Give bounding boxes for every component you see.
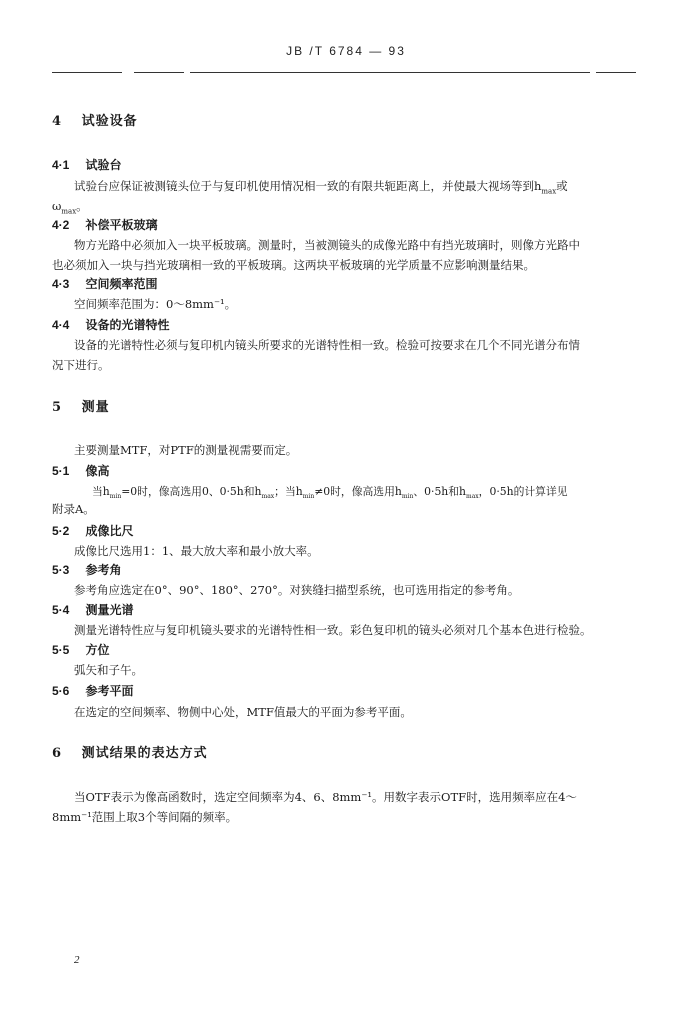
subsection-number: 4·1 [52, 158, 70, 172]
page-number: 2 [74, 954, 80, 966]
header-rule [52, 72, 640, 74]
subsection-title: 参考平面 [85, 684, 134, 698]
subsection-number: 5·2 [52, 524, 70, 538]
paragraph-line: 在选定的空间频率、物侧中心处，MTF值最大的平面为参考平面。 [74, 705, 412, 719]
subsection-5-6-heading [52, 684, 134, 699]
paragraph-line [52, 199, 88, 219]
paragraph-line: 物方光路中必须加入一块平板玻璃。测量时，当被测镜头的成像光路中有挡光玻璃时，则像方光路中 [74, 238, 580, 252]
paragraph-line: 当OTF表示为像高函数时，选定空间频率为4、6、8mm⁻¹。用数字表示OTF时，选用频率应在4～ [74, 790, 577, 804]
subsection-title: 测量光谱 [85, 603, 134, 617]
text: 、0·5h和h [413, 485, 467, 498]
paragraph-line: 附录A。 [52, 502, 95, 516]
subscript: max [61, 207, 77, 216]
subsection-4-1-heading [52, 158, 122, 173]
subscript: max [466, 493, 479, 501]
section-number: 5 [52, 400, 63, 415]
subsection-title: 空间频率范围 [85, 277, 158, 291]
subsection-number: 4·2 [52, 218, 70, 232]
subsection-5-5-heading [52, 643, 110, 658]
subsection-4-3-heading [52, 277, 158, 292]
subsection-title: 成像比尺 [85, 524, 134, 538]
subscript: min [401, 493, 414, 501]
text: 试验台应保证被测镜头位于与复印机使用情况相一致的有限共轭距离上，并使最大视场等到h [74, 179, 542, 193]
subsection-number: 4·4 [52, 318, 70, 332]
text: =0时，像高选用0、0·5h和h [121, 485, 262, 498]
text: 当h [92, 485, 110, 498]
subsection-number: 5·5 [52, 643, 70, 657]
paragraph-line: 测量光谱特性应与复印机镜头要求的光谱特性相一致。彩色复印机的镜头必须对几个基本色进行检验。 [74, 623, 592, 637]
subsection-5-3-heading [52, 563, 122, 578]
subsection-number: 5·1 [52, 464, 70, 478]
subsection-title: 像高 [85, 464, 110, 478]
subscript: min [302, 493, 315, 501]
paragraph-line: 也必须加入一块与挡光玻璃相一致的平板玻璃。这两块平板玻璃的光学质量不应影响测量结果。 [52, 258, 535, 272]
subsection-title: 设备的光谱特性 [85, 318, 170, 332]
subsection-5-2-heading [52, 524, 134, 539]
standard-code-header: JB /T 6784 — 93 [286, 44, 406, 58]
paragraph-line [92, 484, 568, 504]
text: ，0·5h的计算详见 [478, 485, 568, 498]
subsection-number: 5·3 [52, 563, 70, 577]
paragraph-line: 况下进行。 [52, 358, 110, 372]
paragraph-line [74, 179, 568, 199]
paragraph-line: 成像比尺选用1：1、最大放大率和最小放大率。 [74, 544, 319, 558]
subsection-title: 方位 [85, 643, 110, 657]
subsection-title: 试验台 [85, 158, 122, 172]
section-4-heading [52, 114, 138, 129]
subscript: max [541, 187, 557, 196]
paragraph-line: 主要测量MTF，对PTF的测量视需要而定。 [74, 443, 298, 457]
text: 或 [556, 179, 568, 193]
paragraph-line: 设备的光谱特性必须与复印机内镜头所要求的光谱特性相一致。检验可按要求在几个不同光谱分布情 [74, 338, 580, 352]
paragraph-line: 空间频率范围为：0～8mm⁻¹。 [74, 297, 237, 311]
subsection-number: 5·4 [52, 603, 70, 617]
subsection-title: 参考角 [85, 563, 122, 577]
section-5-heading [52, 400, 110, 415]
subsection-number: 4·3 [52, 277, 70, 291]
text: 。 [76, 199, 88, 213]
section-number: 6 [52, 746, 63, 761]
section-title: 试验设备 [81, 114, 138, 129]
section-title: 测试结果的表达方式 [81, 746, 208, 761]
paragraph-line: 参考角应选定在0°、90°、180°、270°。对狭缝扫描型系统，也可选用指定的参考角。 [74, 583, 520, 597]
subsection-5-4-heading [52, 603, 134, 618]
section-6-heading [52, 746, 208, 761]
paragraph-line: 弧矢和子午。 [74, 663, 143, 677]
text: ≠0时，像高选用h [314, 485, 402, 498]
subsection-4-4-heading [52, 318, 170, 333]
subsection-4-2-heading [52, 218, 158, 233]
subsection-number: 5·6 [52, 684, 70, 698]
section-number: 4 [52, 114, 63, 129]
paragraph-line: 8mm⁻¹范围上取3个等间隔的频率。 [52, 810, 238, 824]
subscript: min [109, 493, 122, 501]
text: ω [52, 199, 62, 213]
subscript: max [261, 493, 275, 501]
text: ；当h [274, 485, 303, 498]
section-title: 测量 [81, 400, 110, 415]
subsection-title: 补偿平板玻璃 [85, 218, 158, 232]
subsection-5-1-heading [52, 464, 110, 479]
